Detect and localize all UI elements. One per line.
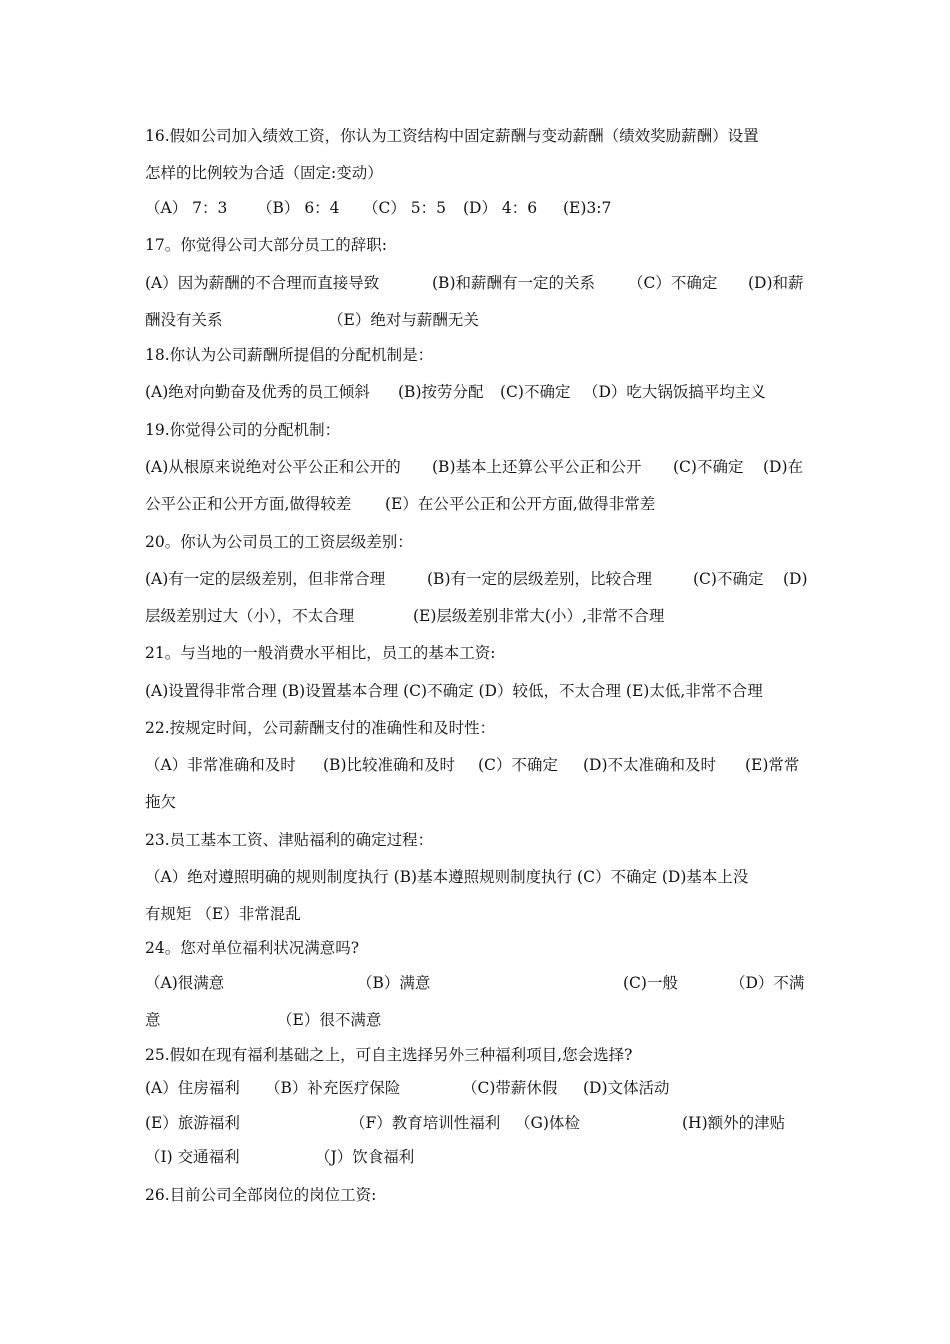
question-25-options-row-1 xyxy=(145,1073,810,1103)
question-17-options xyxy=(145,268,810,298)
option-b: (B)和薪酬有一定的关系 xyxy=(432,274,595,292)
question-21-options xyxy=(145,676,810,706)
question-20-options-cont xyxy=(145,601,810,631)
option-c: (C)不确定 xyxy=(693,570,764,588)
question-26-stem: 26.目前公司全部岗位的岗位工资: xyxy=(145,1186,377,1204)
question-18-stem: 18.你认为公司薪酬所提倡的分配机制是： xyxy=(145,346,434,364)
option-f: （F）教育培训性福利 xyxy=(350,1114,501,1132)
option-d: (D)在 xyxy=(763,458,804,476)
option-a: （A)很满意 xyxy=(145,974,225,992)
question-17-options-cont xyxy=(145,305,810,335)
option-b: (B)有一定的层级差别，比较合理 xyxy=(427,570,652,588)
option-d: （D）吃大锅饭搞平均主义 xyxy=(583,383,766,401)
question-22-stem: 22.按规定时间，公司薪酬支付的准确性和及时性： xyxy=(145,719,496,737)
option-c: (C)一般 xyxy=(623,974,678,992)
question-22-options-cont xyxy=(145,787,810,817)
question-23-options xyxy=(145,862,810,892)
option-e: （E）绝对与薪酬无关 xyxy=(328,311,479,329)
question-16-stem-line-1: 16.假如公司加入绩效工资，你认为工资结构中固定薪酬与变动薪酬（绩效奖励薪酬）设置 xyxy=(145,127,759,145)
question-25-options-row-3 xyxy=(145,1142,810,1172)
option-a: (A)绝对向勤奋及优秀的员工倾斜 xyxy=(145,383,370,401)
option-e: (E）在公平公正和公开方面,做得非常差 xyxy=(385,495,656,513)
option-b: （B）补充医疗保险 xyxy=(265,1079,401,1097)
option-j: （J）饮食福利 xyxy=(315,1148,415,1166)
option-i: （I) 交通福利 xyxy=(145,1148,240,1166)
option-c: (C)不确定 xyxy=(500,383,571,401)
question-24-stem: 24。您对单位福利状况满意吗? xyxy=(145,939,360,957)
option-b: （B） 6：4 xyxy=(257,199,340,217)
question-24-options xyxy=(145,968,810,998)
option-a: (A）因为薪酬的不合理而直接导致 xyxy=(145,274,380,292)
option-b: (B)按劳分配 xyxy=(398,383,484,401)
option-e: (E）旅游福利 xyxy=(145,1114,240,1132)
option-c: （C)带薪休假 xyxy=(462,1079,558,1097)
question-18-options xyxy=(145,377,810,407)
option-d: (D)和薪 xyxy=(748,274,804,292)
option-d: （D）不满 xyxy=(730,974,805,992)
option-d-cont: 公平公正和公开方面,做得较差 xyxy=(145,495,352,513)
option-d-cont: 酬没有关系 xyxy=(145,311,223,329)
option-a: (A)有一定的层级差别，但非常合理 xyxy=(145,570,386,588)
option-d: (D) xyxy=(783,570,808,588)
option-c: (C）不确定 xyxy=(478,756,558,774)
option-c: (C)不确定 xyxy=(673,458,744,476)
question-17-stem: 17。你觉得公司大部分员工的辞职: xyxy=(145,236,387,254)
option-c: （C） 5：5 xyxy=(363,199,447,217)
options: （A）绝对遵照明确的规则制度执行 (B)基本遵照规则制度执行 (C）不确定 (D)基本上没 xyxy=(145,868,749,886)
question-19-options xyxy=(145,452,810,482)
option-e: (E)3:7 xyxy=(563,199,612,217)
option-g: （G)体检 xyxy=(515,1114,580,1132)
question-21-stem: 21。与当地的一般消费水平相比，员工的基本工资: xyxy=(145,644,496,662)
option-e-cont: 拖欠 xyxy=(145,793,177,811)
option-a: （A） 7：3 xyxy=(145,199,228,217)
option-d: (D)不太准确和及时 xyxy=(583,756,717,774)
question-22-options xyxy=(145,750,810,780)
option-a: （A）非常准确和及时 xyxy=(145,756,296,774)
question-25-options-row-2 xyxy=(145,1108,810,1138)
option-b: (B)基本上还算公平公正和公开 xyxy=(432,458,642,476)
option-d-cont: 意 xyxy=(145,1011,161,1029)
option-e: (E)常常 xyxy=(745,756,800,774)
question-23-stem: 23.员工基本工资、津贴福利的确定过程： xyxy=(145,831,434,849)
options-cont: 有规矩 （E）非常混乱 xyxy=(145,905,301,923)
option-c: （C）不确定 xyxy=(628,274,718,292)
question-20-stem: 20。你认为公司员工的工资层级差别： xyxy=(145,533,413,551)
options: (A)设置得非常合理 (B)设置基本合理 (C)不确定 (D）较低，不太合理 (E)太低,非常不合理 xyxy=(145,682,763,700)
option-d-cont: 层级差别过大（小），不太合理 xyxy=(145,607,355,625)
option-e: (E)层级差别非常大(小）,非常不合理 xyxy=(413,607,665,625)
question-24-options-cont xyxy=(145,1005,810,1035)
question-25-stem: 25.假如在现有福利基础之上，可自主选择另外三种福利项目,您会选择? xyxy=(145,1046,633,1064)
option-e: （E）很不满意 xyxy=(277,1011,382,1029)
question-19-stem: 19.你觉得公司的分配机制： xyxy=(145,421,341,439)
question-16-stem-line-2: 怎样的比例较为合适（固定:变动） xyxy=(145,164,383,182)
option-a: (A)从根原来说绝对公平公正和公开的 xyxy=(145,458,401,476)
question-23-options-cont xyxy=(145,899,810,929)
question-16-options xyxy=(145,193,810,223)
option-d: (D） 4：6 xyxy=(463,199,538,217)
option-a: (A）住房福利 xyxy=(145,1079,240,1097)
question-19-options-cont xyxy=(145,489,810,519)
option-h: (H)额外的津贴 xyxy=(682,1114,786,1132)
option-d: (D)文体活动 xyxy=(583,1079,670,1097)
option-b: (B)比较准确和及时 xyxy=(323,756,455,774)
option-b: （B）满意 xyxy=(357,974,431,992)
question-20-options xyxy=(145,564,810,594)
